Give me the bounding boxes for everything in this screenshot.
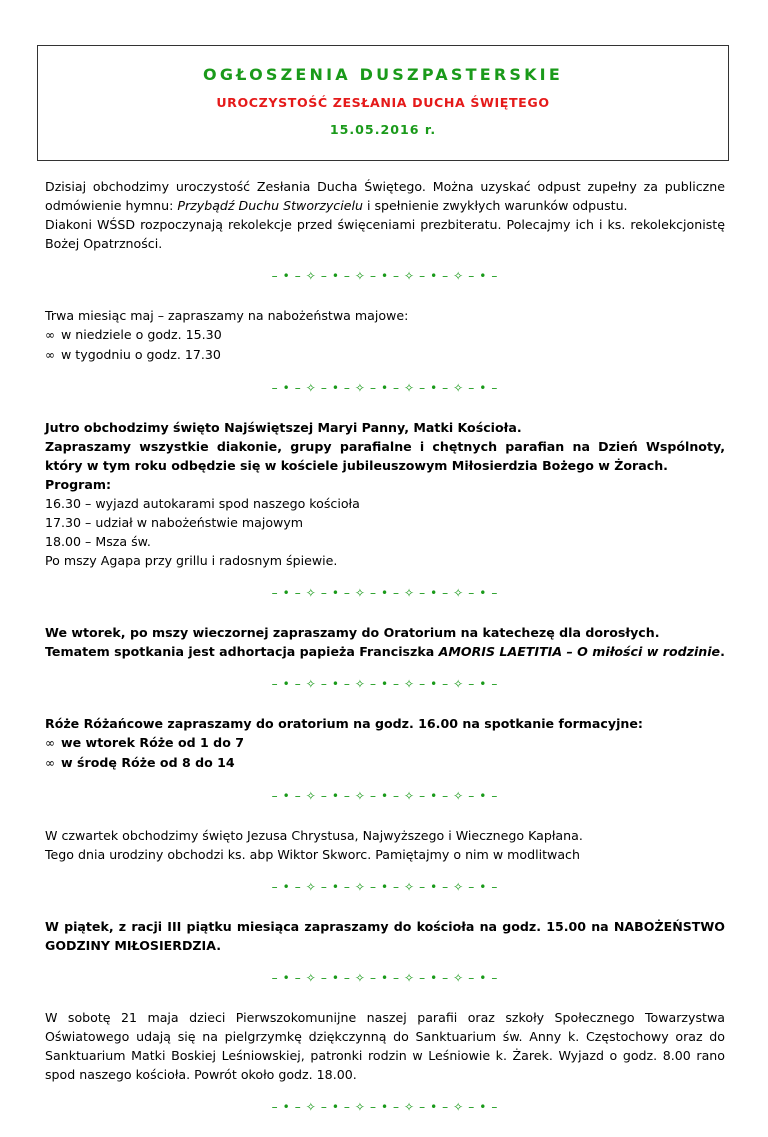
paragraph-birthday: Tego dnia urodziny obchodzi ks. abp Wiktor Skworc. Pamiętajmy o nim w modlitwach [45, 847, 580, 862]
separator-glyph: – [393, 269, 401, 283]
sparkle-ornament-icon: ✧ [404, 789, 416, 803]
separator-glyph: • [380, 880, 390, 894]
separator-glyph: – [491, 381, 499, 395]
sparkle-ornament-icon: ✧ [453, 1100, 465, 1114]
separator-glyph: • [430, 677, 439, 691]
sparkle-ornament-icon: ✧ [305, 880, 317, 894]
program-line: 16.30 – wyjazd autokarami spod naszego kościoła [45, 496, 360, 511]
separator-glyph: – [343, 677, 351, 691]
separator-glyph: – [393, 789, 401, 803]
infinity-bullet-icon: ∞ [45, 736, 55, 750]
separator [45, 878, 725, 897]
infinity-bullet-icon: ∞ [45, 756, 55, 770]
separator-glyph: – [294, 677, 302, 691]
paragraph-deacons: Diakoni WŚSD rozpoczynają rekolekcje przed święceniami prezbiteratu. Polecajmy ich i ks. rekolekcjonistę Bożej Opatrzności. [45, 217, 725, 251]
separator-glyph: • [479, 381, 488, 395]
separator-glyph: – [419, 381, 427, 395]
announcement-catechesis [45, 623, 725, 661]
separator-glyph: – [343, 880, 351, 894]
separator-glyph: • [479, 789, 488, 803]
separator-glyph: • [380, 677, 390, 691]
separator-glyph: – [271, 1100, 279, 1114]
list-item [45, 733, 725, 753]
sparkle-ornament-icon: ✧ [354, 1100, 366, 1114]
sparkle-ornament-icon: ✧ [354, 971, 366, 985]
separator-glyph: • [479, 880, 488, 894]
separator-glyph: • [331, 1100, 340, 1114]
separator-glyph: • [430, 880, 439, 894]
paragraph-feast: Jutro obchodzimy święto Najświętszej Maryi Panny, Matki Kościoła. [45, 420, 522, 435]
sparkle-ornament-icon: ✧ [354, 677, 366, 691]
sparkle-ornament-icon: ✧ [354, 880, 366, 894]
separator-glyph: – [468, 1100, 476, 1114]
separator-glyph: – [271, 971, 279, 985]
header-box [37, 45, 729, 161]
sparkle-ornament-icon: ✧ [453, 677, 465, 691]
separator-glyph: • [479, 269, 488, 283]
announcement-community-day [45, 418, 725, 570]
list-item [45, 753, 725, 773]
sparkle-ornament-icon: ✧ [354, 586, 366, 600]
separator-glyph: – [369, 677, 377, 691]
separator-glyph: • [380, 971, 390, 985]
separator-glyph: • [282, 1100, 291, 1114]
separator-glyph: • [430, 586, 439, 600]
separator-glyph: – [343, 789, 351, 803]
separator-glyph: • [331, 677, 340, 691]
sparkle-ornament-icon: ✧ [453, 586, 465, 600]
page-subtitle: UROCZYSTOŚĆ ZESŁANIA DUCHA ŚWIĘTEGO [216, 95, 550, 110]
separator-glyph: – [442, 269, 450, 283]
separator-glyph: • [282, 971, 291, 985]
separator [45, 379, 725, 398]
separator-glyph: – [271, 880, 279, 894]
sparkle-ornament-icon: ✧ [404, 971, 416, 985]
separator [45, 584, 725, 603]
separator-glyph: – [419, 971, 427, 985]
paragraph-indulgence [45, 177, 725, 215]
separator-glyph: – [271, 789, 279, 803]
separator-glyph: – [419, 269, 427, 283]
separator-glyph: • [282, 880, 291, 894]
separator-glyph: – [343, 381, 351, 395]
separator-glyph: – [419, 677, 427, 691]
separator-glyph: – [442, 971, 450, 985]
list-item-text: we wtorek Róże od 1 do 7 [61, 735, 244, 750]
separator-glyph: • [430, 789, 439, 803]
separator-glyph: – [419, 789, 427, 803]
separator-glyph: • [331, 381, 340, 395]
sparkle-ornament-icon: ✧ [305, 677, 317, 691]
separator-glyph: • [282, 586, 291, 600]
separator-glyph: – [294, 586, 302, 600]
separator-glyph: – [369, 586, 377, 600]
separator-glyph: • [380, 586, 390, 600]
sparkle-ornament-icon: ✧ [453, 789, 465, 803]
separator-glyph: – [343, 971, 351, 985]
separator-glyph: • [380, 381, 390, 395]
separator-glyph: • [282, 677, 291, 691]
separator-glyph: – [491, 677, 499, 691]
sparkle-ornament-icon: ✧ [453, 381, 465, 395]
separator [45, 1098, 725, 1117]
sparkle-ornament-icon: ✧ [404, 381, 416, 395]
paragraph-divine-mercy: W piątek, z racji III piątku miesiąca zapraszamy do kościoła na godz. 15.00 na NABOŻEŃSTWO GODZINY MIŁOSIERDZIA. [45, 919, 725, 953]
separator-glyph: – [491, 971, 499, 985]
sparkle-ornament-icon: ✧ [453, 880, 465, 894]
separator-glyph: – [369, 971, 377, 985]
separator-glyph: • [331, 586, 340, 600]
separator-glyph: – [271, 269, 279, 283]
separator-glyph: • [479, 1100, 488, 1114]
announcement-thursday [45, 826, 725, 864]
sparkle-ornament-icon: ✧ [404, 677, 416, 691]
text-span: Dzisiaj obchodzimy uroczystość Zesłania Ducha Świętego. Można uzyskać odpust zupełny za publiczne odmówienie hymnu: [45, 179, 725, 213]
announcement-rosary [45, 714, 725, 773]
separator-glyph: – [468, 381, 476, 395]
separator-glyph: – [468, 789, 476, 803]
separator-glyph: – [468, 677, 476, 691]
separator-glyph: – [320, 789, 328, 803]
sparkle-ornament-icon: ✧ [305, 269, 317, 283]
separator-glyph: – [369, 381, 377, 395]
separator [45, 267, 725, 286]
sparkle-ornament-icon: ✧ [404, 880, 416, 894]
separator-glyph: – [419, 880, 427, 894]
separator-glyph: – [343, 586, 351, 600]
separator-glyph: – [491, 586, 499, 600]
separator-glyph: – [393, 586, 401, 600]
sparkle-ornament-icon: ✧ [404, 586, 416, 600]
separator [45, 969, 725, 988]
separator-glyph: – [442, 880, 450, 894]
paragraph-feast-christ: W czwartek obchodzimy święto Jezusa Chrystusa, Najwyższego i Wiecznego Kapłana. [45, 828, 583, 843]
separator-glyph: – [468, 971, 476, 985]
announcement-pilgrimage [45, 1008, 725, 1084]
separator-glyph: – [491, 789, 499, 803]
announcement-pentecost [45, 177, 725, 253]
separator-glyph: – [343, 1100, 351, 1114]
separator-glyph: – [369, 1100, 377, 1114]
list-item-text: w niedziele o godz. 15.30 [61, 327, 222, 342]
sparkle-ornament-icon: ✧ [354, 789, 366, 803]
page-date: 15.05.2016 r. [329, 122, 437, 137]
separator-glyph: – [369, 880, 377, 894]
separator-glyph: – [419, 586, 427, 600]
separator-glyph: – [491, 269, 499, 283]
separator-glyph: – [271, 381, 279, 395]
separator-glyph: – [442, 586, 450, 600]
separator-glyph: • [380, 1100, 390, 1114]
announcement-may-services [45, 306, 725, 365]
sparkle-ornament-icon: ✧ [453, 971, 465, 985]
paragraph-rosary-intro: Róże Różańcowe zapraszamy do oratorium na godz. 16.00 na spotkanie formacyjne: [45, 716, 643, 731]
paragraph-pilgrimage: W sobotę 21 maja dzieci Pierwszokomunijne naszej parafii oraz szkoły Społecznego Towarzystwa Oświatowego udają się na pielgrzymkę dziękczynną do Sanktuarium św. Anny k. Częstochowy oraz do Sanktuarium Matki Boskiej Leśniowskiej, patronki rodzin w Leśniowie k. Żarek. Wyjazd o godz. 8.00 rano spod naszego kościoła. Powrót około godz. 18.00. [45, 1010, 725, 1082]
sparkle-ornament-icon: ✧ [453, 269, 465, 283]
separator-glyph: – [442, 677, 450, 691]
separator-glyph: – [294, 1100, 302, 1114]
paragraph-topic [45, 642, 725, 661]
separator-glyph: – [393, 880, 401, 894]
separator-glyph: – [294, 381, 302, 395]
separator-glyph: – [320, 586, 328, 600]
separator-glyph: – [320, 677, 328, 691]
paragraph-may-intro: Trwa miesiąc maj – zapraszamy na nabożeństwa majowe: [45, 308, 409, 323]
separator-glyph: – [320, 971, 328, 985]
separator-glyph: • [430, 971, 439, 985]
separator-glyph: – [393, 381, 401, 395]
sparkle-ornament-icon: ✧ [305, 381, 317, 395]
separator-glyph: – [393, 1100, 401, 1114]
separator-glyph: • [479, 971, 488, 985]
separator-glyph: • [430, 269, 439, 283]
separator-glyph: – [294, 269, 302, 283]
program-line: 17.30 – udział w nabożeństwie majowym [45, 515, 304, 530]
text-span: . [720, 644, 725, 659]
text-span: i spełnienie zwykłych warunków odpustu. [362, 198, 628, 213]
sparkle-ornament-icon: ✧ [404, 269, 416, 283]
sparkle-ornament-icon: ✧ [305, 789, 317, 803]
sparkle-ornament-icon: ✧ [354, 381, 366, 395]
separator-glyph: – [343, 269, 351, 283]
separator-glyph: – [271, 677, 279, 691]
separator-glyph: – [320, 1100, 328, 1114]
text-span: Tematem spotkania jest adhortacja papieża Franciszka [45, 644, 439, 659]
separator-glyph: • [430, 1100, 439, 1114]
separator-glyph: – [442, 789, 450, 803]
separator-glyph: • [380, 269, 390, 283]
separator-glyph: – [419, 1100, 427, 1114]
announcement-friday [45, 917, 725, 955]
separator-glyph: – [442, 1100, 450, 1114]
sparkle-ornament-icon: ✧ [305, 1100, 317, 1114]
separator [45, 675, 725, 694]
sparkle-ornament-icon: ✧ [305, 586, 317, 600]
separator-glyph: • [282, 789, 291, 803]
separator-glyph: – [468, 269, 476, 283]
separator-glyph: – [320, 269, 328, 283]
sparkle-ornament-icon: ✧ [354, 269, 366, 283]
separator-glyph: • [430, 381, 439, 395]
program-line: 18.00 – Msza św. [45, 534, 151, 549]
list-item [45, 345, 725, 365]
separator-glyph: – [491, 880, 499, 894]
list-item-text: w tygodniu o godz. 17.30 [61, 347, 221, 362]
page-title: OGŁOSZENIA DUSZPASTERSKIE [203, 65, 563, 84]
separator-glyph: – [468, 880, 476, 894]
separator-glyph: – [294, 971, 302, 985]
separator-glyph: • [331, 971, 340, 985]
list-item-text: w środę Róże od 8 do 14 [61, 755, 235, 770]
separator-glyph: – [294, 789, 302, 803]
hymn-title: Przybądź Duchu Stworzycielu [177, 198, 363, 213]
separator-glyph: • [282, 269, 291, 283]
separator-glyph: • [331, 269, 340, 283]
separator [45, 787, 725, 806]
paragraph-invitation: Zapraszamy wszystkie diakonie, grupy parafialne i chętnych parafian na Dzień Wspólnoty, który w tym roku odbędzie się w kościele jubileuszowym Miłosierdzia Bożego w Żorach. [45, 439, 725, 473]
infinity-bullet-icon: ∞ [45, 328, 55, 342]
separator-glyph: – [271, 586, 279, 600]
sparkle-ornament-icon: ✧ [404, 1100, 416, 1114]
separator-glyph: • [479, 677, 488, 691]
sparkle-ornament-icon: ✧ [305, 971, 317, 985]
separator-glyph: • [479, 586, 488, 600]
separator-glyph: • [282, 381, 291, 395]
separator-glyph: • [331, 880, 340, 894]
separator-glyph: – [294, 880, 302, 894]
separator-glyph: • [380, 789, 390, 803]
separator-glyph: – [468, 586, 476, 600]
paragraph-catechesis: We wtorek, po mszy wieczornej zapraszamy do Oratorium na katechezę dla dorosłych. [45, 625, 660, 640]
separator-glyph: – [320, 880, 328, 894]
separator-glyph: – [369, 269, 377, 283]
separator-glyph: – [442, 381, 450, 395]
separator-glyph: – [491, 1100, 499, 1114]
document-title: AMORIS LAETITIA – O miłości w rodzinie [438, 644, 721, 659]
separator-glyph: – [320, 381, 328, 395]
separator-glyph: – [393, 677, 401, 691]
list-item [45, 325, 725, 345]
announcements-body [45, 177, 725, 1137]
program-line: Po mszy Agapa przy grillu i radosnym śpiewie. [45, 553, 338, 568]
separator-glyph: – [369, 789, 377, 803]
separator-glyph: – [393, 971, 401, 985]
program-heading: Program: [45, 477, 111, 492]
infinity-bullet-icon: ∞ [45, 348, 55, 362]
separator-glyph: • [331, 789, 340, 803]
